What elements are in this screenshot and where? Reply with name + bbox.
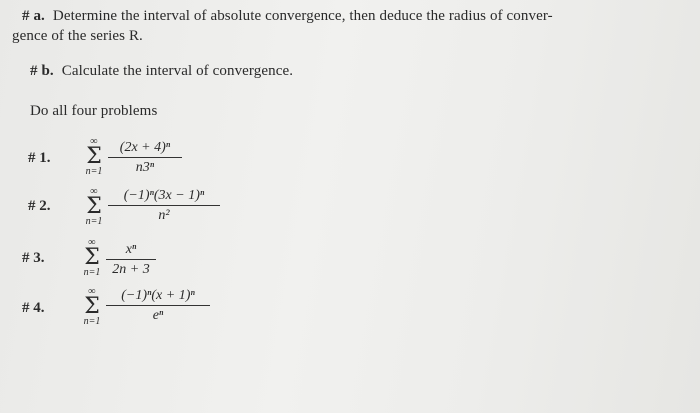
problem-4 [22, 284, 262, 332]
problem-3-sigma: Σ [84, 245, 100, 270]
problem-2-summation [82, 187, 106, 227]
problem-4-lower-limit: n=1 [83, 316, 101, 327]
problem-2-label: # 2. [28, 198, 51, 214]
problem-4-numerator: (−1)ⁿ(x + 1)ⁿ [121, 288, 195, 303]
problem-1-denominator: n3ⁿ [135, 160, 155, 175]
problem-3-upper-limit: ∞ [88, 237, 96, 248]
problem-1-upper-limit: ∞ [90, 136, 98, 147]
problem-2-sigma: Σ [86, 194, 102, 219]
problem-2-fraction-bar [108, 205, 220, 206]
problem-1-fraction-bar [108, 157, 182, 158]
problem-1-lower-limit: n=1 [85, 166, 103, 177]
problem-4-denominator: eⁿ [152, 308, 164, 323]
problem-4-label: # 4. [22, 300, 45, 316]
part-b-text: Calculate the interval of convergence. [61, 63, 294, 79]
problem-3-lower-limit: n=1 [83, 267, 101, 278]
do-all-heading: Do all four problems [30, 103, 158, 119]
problem-4-upper-limit: ∞ [88, 286, 96, 297]
problem-2 [28, 184, 268, 232]
problem-1-summation [82, 137, 106, 177]
problem-3-fraction [106, 241, 156, 278]
problem-4-fraction-bar [106, 305, 210, 306]
problem-2-numerator: (−1)ⁿ(3x − 1)ⁿ [123, 188, 205, 203]
problem-2-denominator: n² [158, 208, 170, 223]
problem-2-upper-limit: ∞ [90, 186, 98, 197]
problem-1-sigma: Σ [86, 144, 102, 169]
problem-3 [22, 236, 242, 284]
problem-1-label: # 1. [28, 150, 51, 166]
problem-3-denominator: 2n + 3 [112, 262, 150, 277]
problem-1 [28, 136, 248, 184]
part-b-line [30, 63, 293, 80]
problem-1-fraction [108, 139, 182, 176]
problem-3-label: # 3. [22, 250, 45, 266]
part-b-tag: # b. [30, 63, 54, 79]
problem-3-summation [80, 238, 104, 278]
problem-4-fraction [106, 287, 210, 324]
problem-4-sigma: Σ [84, 294, 100, 319]
problem-2-fraction [108, 187, 220, 224]
problem-2-lower-limit: n=1 [85, 216, 103, 227]
part-a-tag: # a. [22, 8, 45, 24]
problem-4-summation [80, 287, 104, 327]
part-a-line1 [22, 8, 553, 25]
problem-3-fraction-bar [106, 259, 156, 260]
part-a-line2: gence of the series R. [12, 28, 143, 44]
problem-3-numerator: xⁿ [125, 242, 137, 257]
part-a-text: Determine the interval of absolute convergence, then deduce the radius of conver- [52, 8, 553, 24]
problem-1-numerator: (2x + 4)ⁿ [119, 140, 171, 155]
